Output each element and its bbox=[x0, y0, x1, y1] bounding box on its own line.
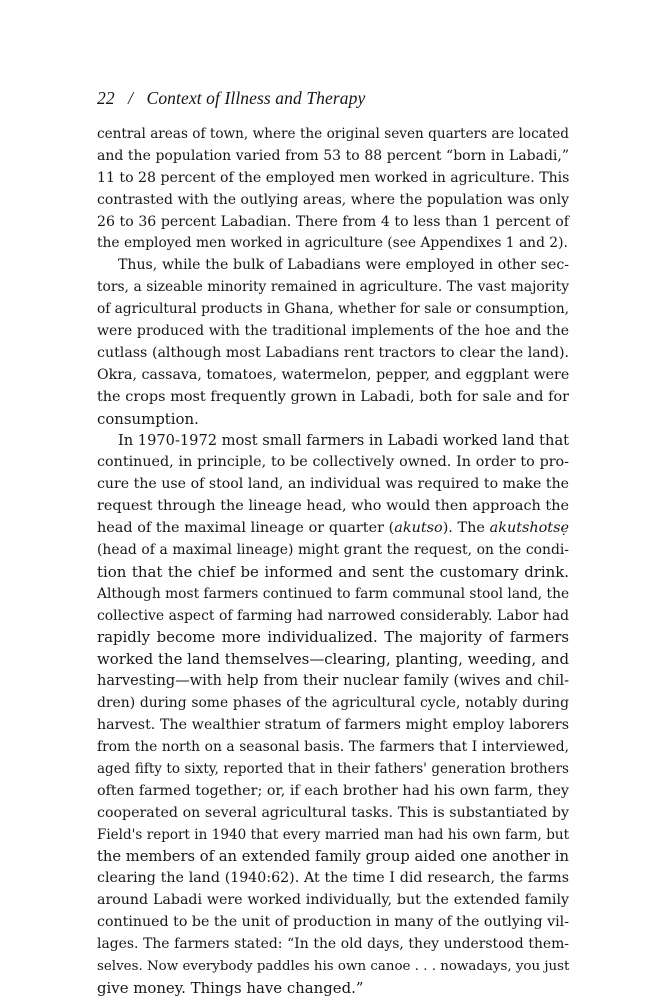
paragraph bbox=[97, 124, 569, 255]
text-line bbox=[97, 540, 569, 562]
text-line bbox=[97, 606, 569, 628]
text-run: tion that the chief be informed and sent the customary drink. bbox=[97, 562, 569, 581]
text-run: Okra, cassava, tomatoes, watermelon, pepper, and eggplant were bbox=[97, 366, 570, 383]
paragraph bbox=[97, 430, 569, 999]
text-line bbox=[97, 584, 569, 606]
text-run: continued to be the unit of production in many of the outlying vil- bbox=[97, 914, 569, 931]
text-run: Field's report in 1940 that every married man had his own farm, but bbox=[97, 826, 569, 843]
text-line bbox=[97, 825, 569, 847]
text-line bbox=[97, 562, 569, 584]
paragraph bbox=[97, 255, 569, 430]
italic-term: akutso bbox=[394, 520, 443, 537]
text-run: cure the use of stool land, an individual was required to make the bbox=[97, 476, 569, 493]
text-line bbox=[97, 190, 569, 212]
text-run: give money. Things have changed.” bbox=[97, 978, 364, 997]
text-line bbox=[97, 496, 569, 518]
text-run: head of the maximal lineage or quarter ( bbox=[97, 520, 395, 537]
text-run: the crops most frequently grown in Labadi, both for sale and for bbox=[97, 388, 569, 405]
text-line bbox=[97, 212, 569, 234]
text-run: of agricultural products in Ghana, whether for sale or consumption, bbox=[97, 301, 569, 318]
text-line bbox=[97, 277, 569, 299]
text-run: cooperated on several agricultural tasks. This is substantiated by bbox=[97, 804, 569, 821]
text-run: lages. The farmers stated: “In the old days, they understood them- bbox=[97, 935, 569, 952]
text-run: from the north on a seasonal basis. The farmers that I interviewed, bbox=[97, 738, 569, 755]
text-line bbox=[97, 299, 569, 321]
text-run: Thus, while the bulk of Labadians were employed in other sec- bbox=[118, 257, 569, 274]
text-line bbox=[97, 715, 569, 737]
text-run: collective aspect of farming had narrowed considerably. Labor had bbox=[97, 607, 569, 624]
text-run: harvest. The wealthier stratum of farmers might employ laborers bbox=[97, 717, 569, 734]
text-line bbox=[97, 912, 569, 934]
text-line bbox=[97, 890, 569, 912]
text-run: clearing the land (1940:62). At the time I did research, the farms bbox=[97, 870, 569, 887]
text-run: the employed men worked in agriculture (see Appendixes 1 and 2). bbox=[97, 235, 568, 252]
text-line bbox=[97, 452, 569, 474]
text-run: harvesting—with help from their nuclear family (wives and chil- bbox=[97, 673, 569, 690]
text-run: contrasted with the outlying areas, where the population was only bbox=[97, 191, 569, 208]
text-line bbox=[97, 233, 569, 255]
text-run: dren) during some phases of the agricultural cycle, notably during bbox=[97, 695, 569, 712]
text-line bbox=[97, 737, 569, 759]
text-run: rapidly become more individualized. The majority of farmers bbox=[97, 628, 569, 647]
text-line bbox=[97, 759, 569, 781]
text-line bbox=[97, 124, 569, 146]
text-line bbox=[97, 474, 569, 496]
text-run: continued, in principle, to be collectively owned. In order to pro- bbox=[97, 454, 569, 471]
body-text bbox=[97, 124, 569, 1000]
text-run: were produced with the traditional implements of the hoe and the bbox=[97, 323, 569, 340]
text-line bbox=[97, 430, 569, 452]
text-line bbox=[97, 693, 569, 715]
text-run: 11 to 28 percent of the employed men worked in agriculture. This bbox=[97, 169, 570, 186]
text-run: the members of an extended family group aided one another in bbox=[97, 848, 569, 866]
text-line bbox=[97, 168, 569, 190]
text-run: request through the lineage head, who would then approach the bbox=[97, 498, 569, 515]
page-number: 22 bbox=[97, 88, 115, 108]
text-run: aged fifty to sixty, reported that in their fathers' generation brothers bbox=[97, 760, 569, 777]
text-line bbox=[97, 387, 569, 409]
text-run: around Labadi were worked individually, but the extended family bbox=[97, 892, 569, 909]
text-line bbox=[97, 649, 569, 671]
running-title: Context of Illness and Therapy bbox=[146, 88, 366, 108]
text-run: consumption. bbox=[97, 409, 199, 428]
text-line bbox=[97, 803, 569, 825]
text-run: central areas of town, where the original seven quarters are located bbox=[97, 126, 569, 142]
text-run: often farmed together; or, if each brother had his own farm, they bbox=[97, 782, 569, 799]
text-line bbox=[97, 409, 569, 431]
text-run: Although most farmers continued to farm communal stool land, the bbox=[97, 585, 570, 602]
text-run: cutlass (although most Labadians rent tractors to clear the land). bbox=[97, 344, 569, 361]
text-line bbox=[97, 518, 569, 540]
text-line bbox=[97, 956, 569, 978]
text-run: selves. Now everybody paddles his own canoe . . . nowadays, you just bbox=[97, 958, 570, 974]
text-line bbox=[97, 627, 569, 649]
text-line bbox=[97, 343, 569, 365]
text-run: worked the land themselves—clearing, planting, weeding, and bbox=[97, 650, 569, 669]
text-run: ). The bbox=[442, 520, 490, 537]
text-run: and the population varied from 53 to 88 percent “born in Labadi,” bbox=[97, 147, 569, 164]
text-run: tors, a sizeable minority remained in agriculture. The vast majority bbox=[97, 279, 569, 296]
text-line bbox=[97, 846, 569, 868]
italic-term: akutshotsẹ bbox=[489, 520, 569, 537]
text-line bbox=[97, 978, 569, 1000]
text-line bbox=[97, 934, 569, 956]
header-separator: / bbox=[128, 88, 134, 108]
text-run: 26 to 36 percent Labadian. There from 4 to less than 1 percent of bbox=[97, 213, 569, 230]
text-line bbox=[97, 781, 569, 803]
text-line bbox=[97, 321, 569, 343]
text-run: (head of a maximal lineage) might grant the request, on the condi- bbox=[97, 541, 569, 558]
text-run: In 1970-1972 most small farmers in Labadi worked land that bbox=[118, 432, 570, 450]
text-line bbox=[97, 146, 569, 168]
text-line bbox=[97, 365, 569, 387]
text-line bbox=[97, 255, 569, 277]
running-head bbox=[97, 88, 365, 109]
text-line bbox=[97, 671, 569, 693]
text-line bbox=[97, 868, 569, 890]
